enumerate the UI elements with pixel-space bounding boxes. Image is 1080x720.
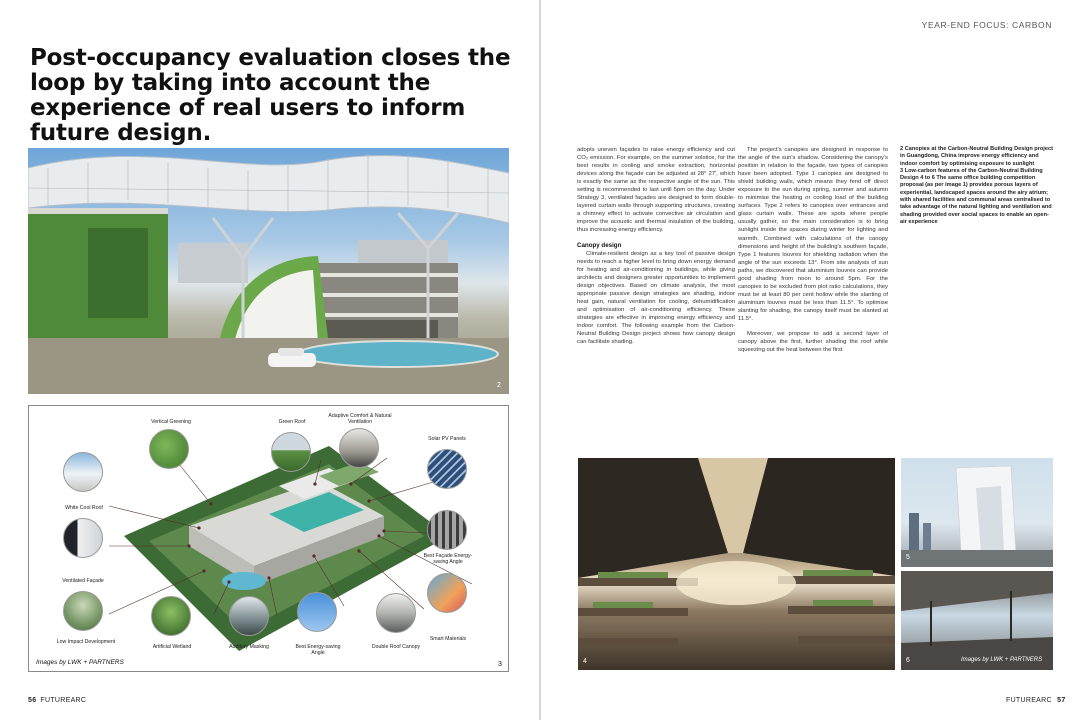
label-double-roof: Double Roof Canopy: [371, 644, 421, 650]
caption-number: 2: [900, 146, 904, 152]
label-vertical-greening: Vertical Greening: [151, 419, 191, 425]
tower-exterior-photo: [901, 458, 1053, 567]
white-cool-roof-thumb: [63, 452, 103, 492]
label-ventilated-facade: Ventilated Façade: [62, 578, 104, 584]
auditory-masking-thumb: [229, 596, 269, 636]
label-smart-materials: Smart Materials: [429, 636, 467, 642]
caption-number: 4 to 6: [920, 175, 935, 182]
figure-number: 3: [498, 661, 502, 668]
page-gutter: [539, 0, 541, 720]
canopy-interior-illustration: [901, 571, 1053, 670]
page-folio: [1006, 697, 1070, 704]
best-facade-thumb: [427, 510, 467, 550]
section-tag: YEAR-END FOCUS: CARBON: [921, 20, 1052, 30]
canopy-building-illustration: [28, 148, 509, 394]
page-number: 56: [28, 697, 37, 704]
canopy-interior-photo: [901, 571, 1053, 670]
label-adaptive-comfort: Adaptive Comfort & Natural Ventilation: [328, 413, 392, 425]
column2-paragraph: The project's canopies are designed in response to the angle of the sun's shadow. Considering the canopy's position in relation to the façade, two types of canopies have been adopted. Type 1 canopies are designed to shield building walls, which means they fend off direct exposure to the sun during spring, summer and autumn to minimise the heating or cooling load of the building surfaces. Type 2 refers to canopies over entrances and glass curtain walls. These are spots where people usually gather, so the main consideration is to bring sunlight inside the spaces during winter for lighting and warmth. Combined with calculations of the canopy dimensions and height of the building's southern façade, Type 1 features louvres for shielding radiation when the angle of the sun exceeds 13°. From site analysis of sun paths, we discovered that aluminium louvres can provide good shading from noon to around 5pm. For the canopies to be excluded from plot ratio calculations, they must be at least 80 per cent hollow while the slanting of aluminium louvres must be less than 11.5°. To optimise slanting for shading, the canopy itself must be slanted at 11.5°.: [738, 147, 888, 322]
label-low-impact: Low Impact Development: [56, 639, 116, 645]
column1-paragraph: adopts uneven façades to raise energy efficiency and cut CO₂ emission. For example, on the summer solstice, for the best results in cooling and smoke extraction, horizontal devices along the façade can be adjusted at 28° 27', which is exactly the same as the respective angle of the sun. This setting is recommended to last until 5pm on the day. Under Strategy 3, ventilated façades are designed to form double-layered curtain walls through supporting structures, creating a chimney effect to activate convective air circulation and improve the acoustic and thermal insulation of the building, thus increasing energy efficiency.: [577, 147, 735, 234]
label-solar-pv: Solar PV Panels: [428, 436, 466, 442]
atrium-photo: [578, 458, 895, 670]
low-impact-thumb: [63, 591, 103, 631]
page-folio: [28, 697, 86, 704]
adaptive-comfort-thumb: [339, 428, 379, 468]
text-column-2: [738, 146, 888, 354]
vertical-greening-thumb: [149, 429, 189, 469]
image-credit: Images by LWK + PARTNERS: [961, 657, 1043, 663]
figure-number: 4: [583, 658, 587, 665]
publication-name: FUTUREARC: [40, 697, 87, 704]
label-best-facade: Best Façade Energy-saving Angle: [423, 553, 473, 565]
figure-number: 5: [906, 554, 910, 561]
double-roof-thumb: [376, 593, 416, 633]
column1-paragraph: Climate-resilient design as a key tool of passive design needs to reach a higher level to bring down energy demand for heating and air-conditioning in buildings, while giving architects and designers greater opportunities to implement design objectives. Based on climate analysis, the most appropriate passive design strategies are shading, indoor heat gain, natural ventilation for cooling, dehumidification and optimisation of air-conditioning efficiency. These strategies are effective in improving energy efficiency and indoor comfort. The following example from the Carbon-Neutral Building Design project shows how canopy design can facilitate shading.: [577, 250, 735, 346]
tower-illustration: [901, 458, 1053, 567]
label-auditory-masking: Auditory Masking: [229, 644, 269, 650]
figure-captions: [900, 146, 1054, 226]
caption-text: Low-carbon features of the Carbon-Neutral Building Design: [900, 167, 1043, 182]
figure-number: 6: [906, 657, 910, 664]
page-number: 57: [1057, 697, 1066, 704]
image-credit: Images by LWK + PARTNERS: [36, 659, 124, 666]
subheading-canopy-design: Canopy design: [577, 241, 622, 249]
atrium-illustration: [578, 458, 895, 670]
headline: Post-occupancy evaluation closes the loop by taking into account the experience of real users to inform future design.: [30, 45, 511, 146]
label-artificial-wetland: Artificial Wetland: [152, 644, 192, 650]
caption-text: The same office building competition proposal (as per image 1) provides porous layers of experiential, landscaped spaces around the airy atrium; with shared facilities and communal areas centralised to take advantage of the natural lighting and ventilation and shading provided over social spaces to enable an open-air experience: [900, 175, 1052, 225]
text-column-1: [577, 146, 735, 346]
caption-text: Canopies at the Carbon-Neutral Building Design project in Guangdong, China improve energy efficiency and indoor comfort by optimising exposure to sunlight: [900, 146, 1053, 167]
figure-number: 2: [497, 382, 501, 389]
best-energy-angle-thumb: [297, 592, 337, 632]
canopy-building-photo: [28, 148, 509, 394]
artificial-wetland-thumb: [151, 596, 191, 636]
column2-paragraph: Moreover, we propose to add a second layer of canopy above the first, further shading the roof while squeezing out the heat between the first: [738, 331, 888, 354]
label-green-roof: Green Roof: [278, 419, 306, 425]
caption-number: 3: [900, 167, 904, 174]
ventilated-facade-thumb: [63, 518, 103, 558]
smart-materials-thumb: [427, 573, 467, 613]
solar-pv-thumb: [427, 449, 467, 489]
label-best-energy-angle: Best Energy-saving Angle: [295, 644, 341, 656]
green-roof-thumb: [271, 432, 311, 472]
low-carbon-features-diagram: [28, 405, 509, 672]
publication-name: FUTUREARC: [1006, 697, 1052, 704]
label-white-cool-roof: White Cool Roof: [65, 505, 103, 511]
